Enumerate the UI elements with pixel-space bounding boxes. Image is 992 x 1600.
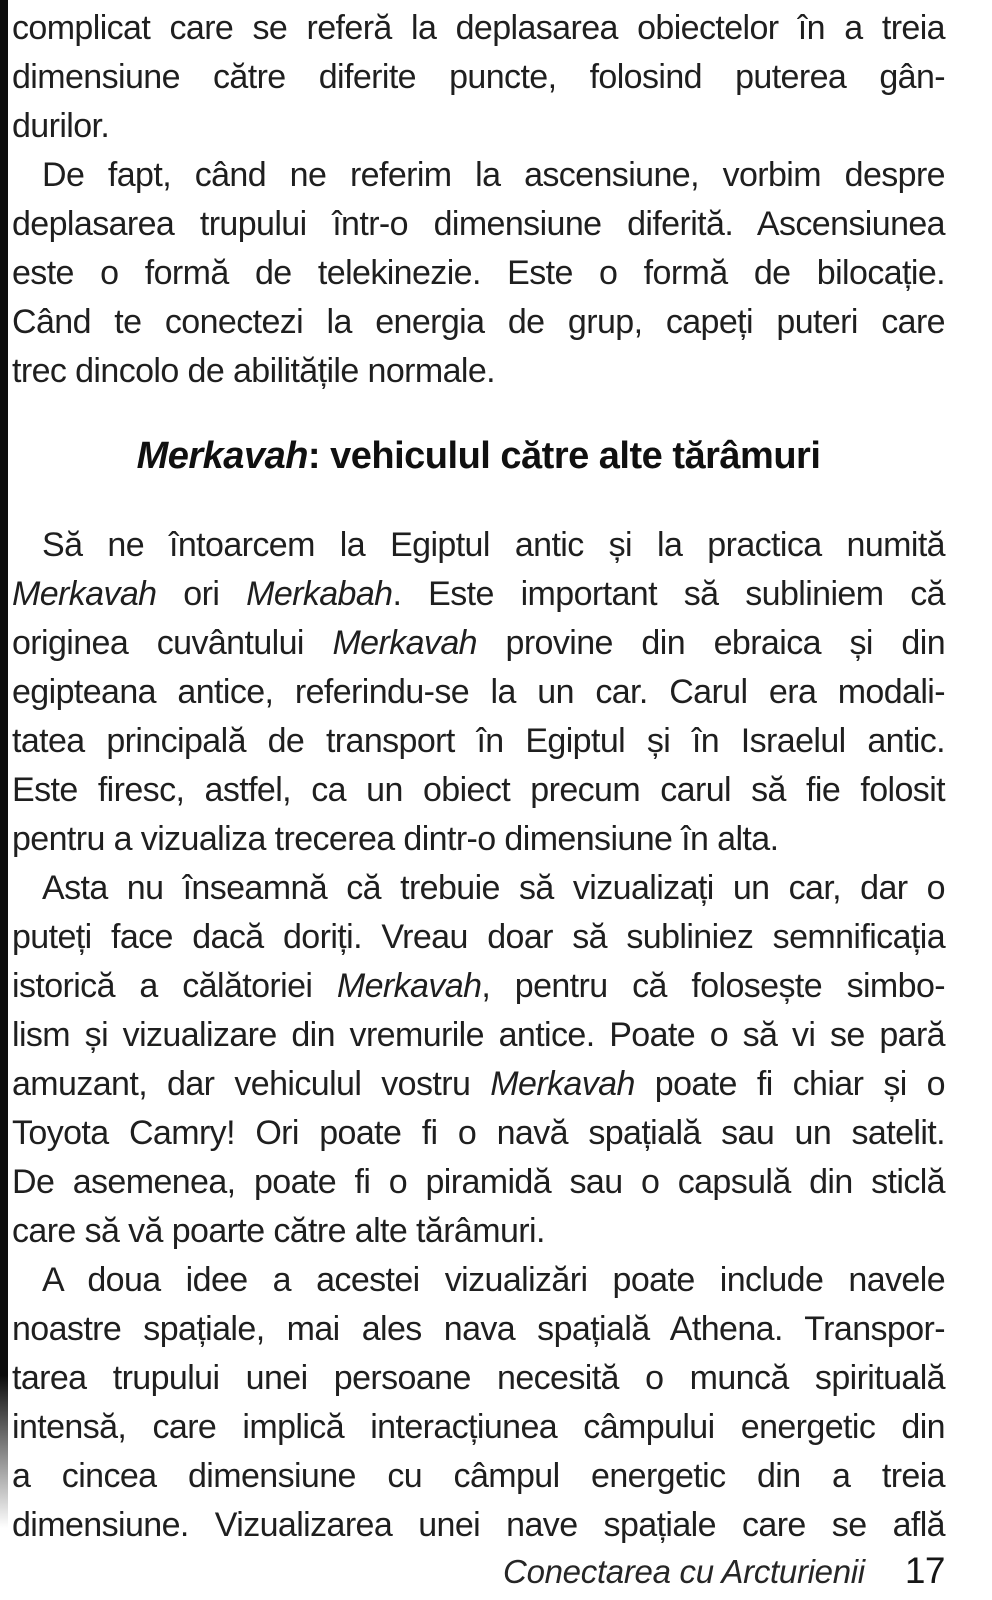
italic-text-segment: Merkavah [332, 624, 477, 662]
text-segment: poate fi chiar și o [634, 1065, 945, 1103]
text-segment: egipteana antice, referindu-se la un car. Carul era modali- [12, 673, 945, 711]
text-segment: ori [156, 575, 247, 613]
text-line-run [12, 53, 945, 102]
text-line [12, 1109, 945, 1158]
text-segment: noastre spațiale, mai ales nava spațială Athena. Transpor- [12, 1310, 945, 1348]
section-heading [12, 429, 945, 483]
text-segment: A doua idee a acestei vizualizări poate include navele [42, 1261, 945, 1299]
text-line-run [42, 864, 945, 913]
text-segment: dimensiune către diferite puncte, folosind puterea gân- [12, 58, 945, 96]
text-segment: dimensiune. Vizualizarea unei nave spațiale care se află [12, 1506, 945, 1544]
text-segment: lism și vizualizare din vremurile antice. Poate o să vi se pară [12, 1016, 945, 1054]
text-line-run [42, 151, 945, 200]
text-line [12, 766, 945, 815]
text-line-run [12, 1452, 945, 1501]
text-line [12, 347, 945, 396]
italic-text-segment: Merkavah [12, 575, 157, 613]
text-line-run [12, 962, 945, 1011]
text-line-run [12, 668, 945, 717]
text-segment: Când te conectezi la energia de grup, capeți puteri care [12, 303, 945, 341]
text-segment: complicat care se referă la deplasarea obiectelor în a treia [12, 9, 945, 47]
scan-gutter-bar [0, 0, 8, 1528]
text-line [12, 1060, 945, 1109]
text-segment: De asemenea, poate fi o piramidă sau o capsulă din sticlă [12, 1163, 945, 1201]
text-line-run [12, 717, 945, 766]
text-line-run [12, 4, 945, 53]
text-line-run [12, 1158, 945, 1207]
text-line [12, 151, 945, 200]
text-segment: tarea trupului unei persoane necesită o muncă spirituală [12, 1359, 945, 1397]
text-line [12, 521, 945, 570]
italic-text-segment: Merkavah [490, 1065, 635, 1103]
text-line [12, 913, 945, 962]
text-segment: Asta nu înseamnă că trebuie să vizualizați un car, dar o [42, 869, 945, 907]
text-segment: pentru a vizualiza trecerea dintr-o dimensiune în alta. [12, 820, 779, 858]
running-footer [503, 1550, 945, 1592]
text-segment: tatea principală de transport în Egiptul și în Israelul antic. [12, 722, 945, 760]
text-line [12, 815, 945, 864]
text-line [12, 1158, 945, 1207]
text-line-run [12, 570, 945, 619]
text-line-run [12, 1109, 945, 1158]
text-segment: provine din ebraica și din [476, 624, 945, 662]
text-line-run [12, 1305, 945, 1354]
text-line-run [12, 1403, 945, 1452]
text-line-run [12, 815, 778, 864]
text-line [12, 668, 945, 717]
text-line-run [42, 521, 945, 570]
italic-text-segment: Merkavah [136, 435, 308, 477]
text-line [12, 570, 945, 619]
text-line [12, 1452, 945, 1501]
text-segment: deplasarea trupului într-o dimensiune diferită. Ascensiunea [12, 205, 945, 243]
text-line [12, 102, 945, 151]
text-segment: amuzant, dar vehiculul vostru [12, 1065, 491, 1103]
text-line-run [12, 1011, 945, 1060]
text-segment: Este firesc, astfel, ca un obiect precum carul să fie folosit [12, 771, 945, 809]
text-line [12, 1305, 945, 1354]
text-line-run [12, 1207, 545, 1256]
text-line-run [12, 249, 945, 298]
text-line [12, 298, 945, 347]
text-segment: . Este important să subliniem că [392, 575, 945, 613]
text-segment: care să vă poarte către alte tărâmuri. [12, 1212, 545, 1250]
text-line [12, 1403, 945, 1452]
text-line [12, 619, 945, 668]
text-line-run [12, 347, 495, 396]
text-line-run [12, 298, 945, 347]
footer-chapter-title: Conectarea cu Arcturienii [503, 1553, 865, 1590]
text-column [12, 4, 945, 1550]
text-segment: puteți face dacă doriți. Vreau doar să subliniez semnificația [12, 918, 945, 956]
text-line [12, 962, 945, 1011]
text-line [12, 1501, 945, 1550]
text-segment: originea cuvântului [12, 624, 333, 662]
text-segment: a cincea dimensiune cu câmpul energetic din a treia [12, 1457, 945, 1495]
text-segment: Toyota Camry! Ori poate fi o navă spațială sau un satelit. [12, 1114, 945, 1152]
text-line [12, 1256, 945, 1305]
text-segment: trec dincolo de abilitățile normale. [12, 352, 496, 390]
text-line [12, 1354, 945, 1403]
text-segment: istorică a călătoriei [12, 967, 337, 1005]
text-line [12, 200, 945, 249]
text-line [12, 1011, 945, 1060]
text-segment: Să ne întoarcem la Egiptul antic și la practica numită [42, 526, 945, 564]
text-segment: durilor. [12, 107, 110, 145]
text-line-run [12, 102, 109, 151]
text-line-run [42, 1256, 945, 1305]
text-line [12, 249, 945, 298]
text-segment: De fapt, când ne referim la ascensiune, vorbim despre [42, 156, 945, 194]
text-line [12, 864, 945, 913]
text-line [12, 53, 945, 102]
text-segment: , pentru că folosește simbo- [481, 967, 945, 1005]
text-segment: este o formă de telekinezie. Este o formă de bilocație. [12, 254, 945, 292]
text-line-run [12, 1354, 945, 1403]
text-line-run [12, 913, 945, 962]
text-segment: intensă, care implică interacțiunea câmpului energetic din [12, 1408, 945, 1446]
text-line-run [12, 1501, 945, 1550]
text-line-run [12, 200, 945, 249]
text-line-run [12, 1060, 945, 1109]
italic-text-segment: Merkavah [336, 967, 482, 1005]
footer-page-number: 17 [904, 1550, 945, 1591]
text-line-run [12, 619, 945, 668]
italic-text-segment: Merkabah [246, 575, 393, 613]
text-segment: : vehiculul către alte tărâmuri [307, 435, 821, 477]
text-line-run [12, 766, 945, 815]
text-line [12, 1207, 945, 1256]
text-line [12, 4, 945, 53]
text-line [12, 717, 945, 766]
